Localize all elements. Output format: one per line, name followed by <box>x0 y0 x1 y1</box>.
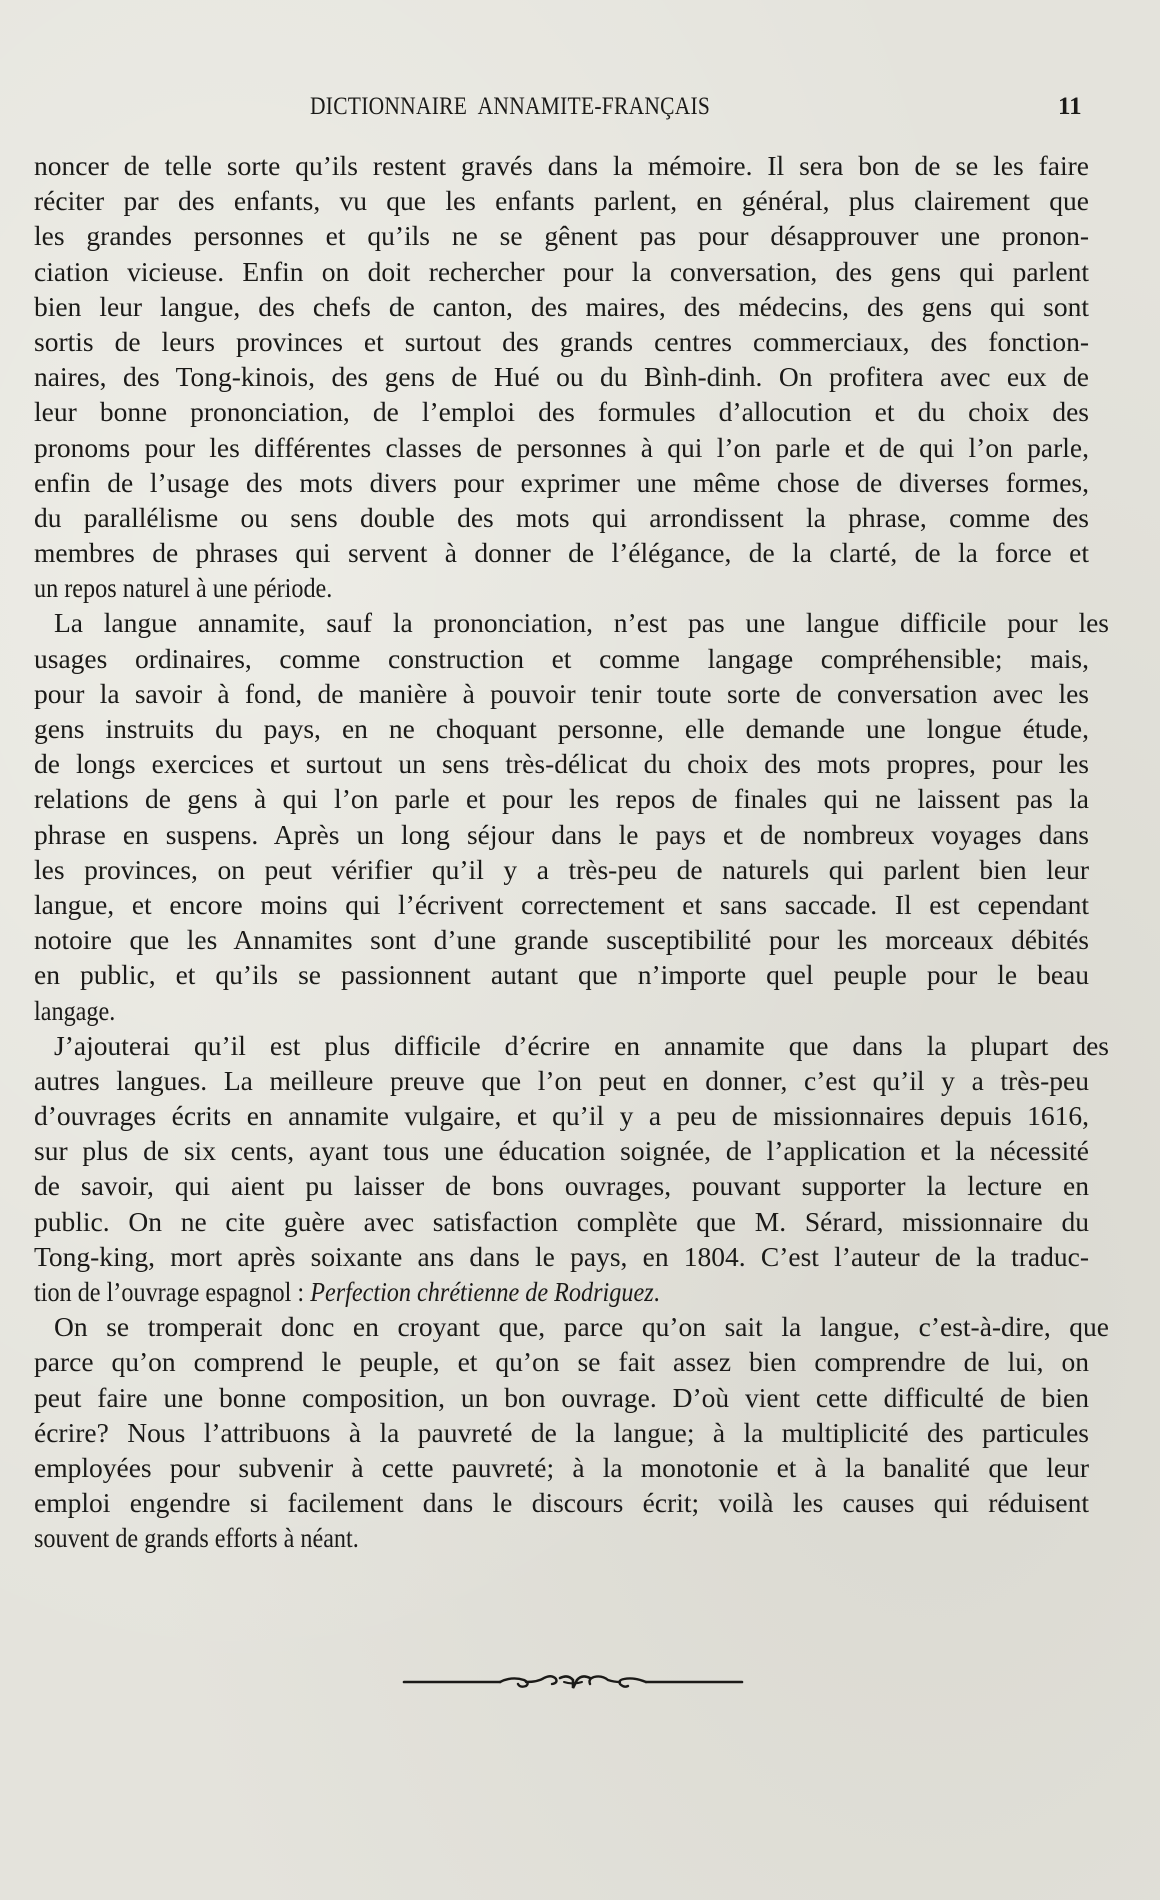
text-run: tion de l’ouvrage espagnol : <box>34 1276 311 1307</box>
text-line: langage. <box>34 994 116 1026</box>
text-line: d’ouvrages écrits en annamite vulgaire, et qu’il y a peu de missionnaires depuis 1616, <box>34 1100 1089 1132</box>
text-line: réciter par des enfants, vu que les enfants parlent, en général, plus clairement que <box>34 185 1089 217</box>
text-line: phrase en suspens. Après un long séjour dans le pays et de nombreux voyages dans <box>34 818 1089 850</box>
paragraph-4 <box>34 1309 1109 1555</box>
text-line: public. On ne cite guère avec satisfaction complète que M. Sérard, missionnaire du <box>34 1205 1089 1237</box>
text-line: peut faire une bonne composition, un bon ouvrage. D’où vient cette difficulté de bien <box>34 1381 1089 1413</box>
text-line: relations de gens à qui l’on parle et pour les repos de finales qui ne laissent pas la <box>34 783 1089 815</box>
text-line: écrire? Nous l’attribuons à la pauvreté de la langue; à la multiplicité des particules <box>34 1416 1089 1448</box>
page-number: 11 <box>1058 93 1082 120</box>
text-run: . <box>653 1276 660 1307</box>
text-line: les grandes personnes et qu’ils ne se gênent pas pour désapprouver une pronon- <box>34 220 1089 252</box>
text-line: autres langues. La meilleure preuve que l’on peut en donner, c’est qu’il y a très-peu <box>34 1064 1089 1096</box>
text-line: On se tromperait donc en croyant que, parce qu’on sait la langue, c’est-à-dire, que <box>54 1311 1109 1343</box>
text-line: usages ordinaires, comme construction et comme langage compréhensible; mais, <box>34 642 1089 674</box>
paragraph-3 <box>34 1028 1109 1310</box>
paragraph-1 <box>34 148 1089 605</box>
text-line: J’ajouterai qu’il est plus difficile d’écrire en annamite que dans la plupart des <box>54 1029 1109 1061</box>
text-line: sortis de leurs provinces et surtout des grands centres commerciaux, des fonction- <box>34 325 1089 357</box>
text-line: membres de phrases qui servent à donner de l’élégance, de la clarté, de la force et <box>34 537 1089 569</box>
running-head <box>0 93 1160 129</box>
fleuron-rule-icon <box>402 1670 744 1692</box>
text-line: Tong-king, mort après soixante ans dans le pays, en 1804. C’est l’auteur de la traduc- <box>34 1240 1089 1272</box>
text-line: ciation vicieuse. Enfin on doit rechercher pour la conversation, des gens qui parlent <box>34 255 1089 287</box>
text-line: un repos naturel à une période. <box>34 572 333 604</box>
text-line: pronoms pour les différentes classes de personnes à qui l’on parle et de qui l’on parle, <box>34 431 1089 463</box>
text-line: noncer de telle sorte qu’ils restent gravés dans la mémoire. Il sera bon de se les faire <box>34 150 1089 181</box>
text-line: langue, et encore moins qui l’écrivent correctement et sans saccade. Il est cependant <box>34 888 1089 920</box>
text-line: naires, des Tong-kinois, des gens de Hué ou du Bình-dinh. On profitera avec eux de <box>34 361 1089 393</box>
text-line: leur bonne prononciation, de l’emploi des formules d’allocution et du choix des <box>34 396 1089 428</box>
text-line: souvent de grands efforts à néant. <box>34 1522 359 1554</box>
text-line: en public, et qu’ils se passionnent autant que n’importe quel peuple pour le beau <box>34 959 1089 991</box>
text-line: de savoir, qui aient pu laisser de bons ouvrages, pouvant supporter la lecture en <box>34 1170 1089 1202</box>
text-line: La langue annamite, sauf la prononciation, n’est pas une langue difficile pour les <box>54 607 1109 639</box>
text-line: notoire que les Annamites sont d’une grande susceptibilité pour les morceaux débités <box>34 924 1089 956</box>
book-title-italic: Perfection chrétienne de Rodriguez <box>310 1276 654 1307</box>
text-line <box>34 1274 1089 1309</box>
text-line: sur plus de six cents, ayant tous une éducation soignée, de l’application et la nécessité <box>34 1135 1089 1167</box>
text-line: pour la savoir à fond, de manière à pouvoir tenir toute sorte de conversation avec les <box>34 677 1089 709</box>
text-line: emploi engendre si facilement dans le discours écrit; voilà les causes qui réduisent <box>34 1487 1089 1519</box>
paragraph-2 <box>34 605 1109 1027</box>
text-line: employées pour subvenir à cette pauvreté; à la monotonie et à la banalité que leur <box>34 1451 1089 1483</box>
text-line: gens instruits du pays, en ne choquant personne, elle demande une longue étude, <box>34 713 1089 744</box>
text-line: bien leur langue, des chefs de canton, des maires, des médecins, des gens qui sont <box>34 290 1089 322</box>
text-line: du parallélisme ou sens double des mots qui arrondissent la phrase, comme des <box>34 501 1089 533</box>
text-line: de longs exercices et surtout un sens très-délicat du choix des mots propres, pour les <box>34 748 1089 780</box>
text-line: les provinces, on peut vérifier qu’il y a très-peu de naturels qui parlent bien leur <box>34 853 1089 885</box>
text-line: enfin de l’usage des mots divers pour exprimer une même chose de diverses formes, <box>34 466 1089 498</box>
running-title: DICTIONNAIRE ANNAMITE-FRANÇAIS <box>310 93 711 120</box>
text-line: parce qu’on comprend le peuple, et qu’on se fait assez bien comprendre de lui, on <box>34 1346 1089 1378</box>
body-text <box>34 148 1109 1556</box>
